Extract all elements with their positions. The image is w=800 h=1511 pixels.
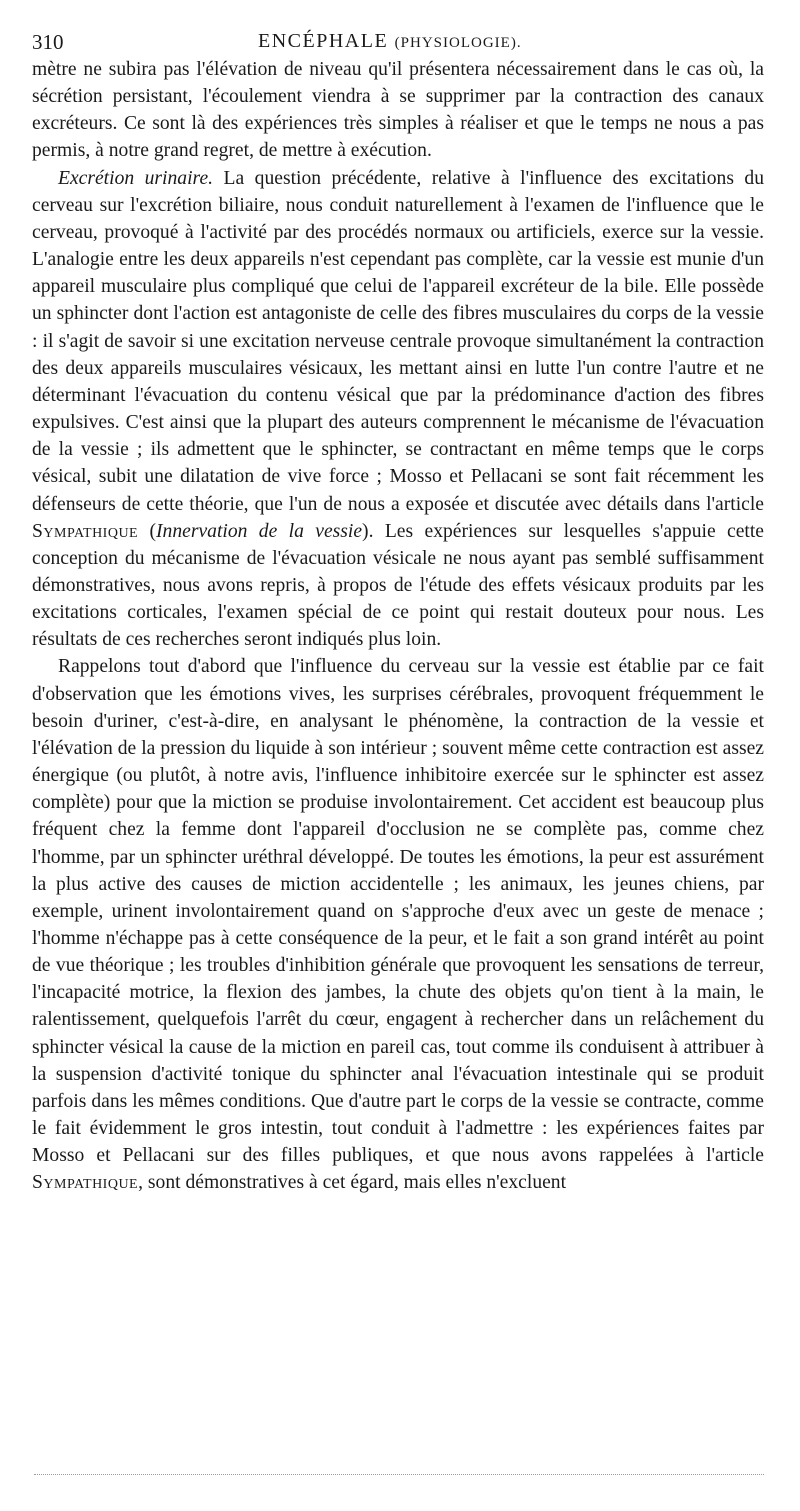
running-head [32, 26, 764, 56]
running-title-main: ENCÉPHALE [258, 30, 389, 52]
paragraph-text: . Les expériences sur lesquelles s'appuie cette conception du mécanisme de l'évacuation vésicale ne nous ayant pas semblé suffisamment démonstratives, nous avons repris, à propos de l'étude des effets vésicaux produits par les excitations corticales, l'examen spécial de ce point qui restait douteux pour nous. Les résultats de ces recherches seront indiqués plus loin. [32, 520, 764, 651]
section-heading: Excrétion urinaire. [58, 167, 214, 189]
paragraph-text: La question précédente, relative à l'influence des excitations du cerveau sur l'excrétion biliaire, nous conduit naturellement à l'examen de l'influence que le cerveau, provoqué à l'activité par des procédés normaux ou artificiels, exerce sur la vessie. L'analogie entre les deux appareils n'est cependant pas complète, car la vessie est munie d'un appareil musculaire plus compliqué que celui de l'appareil excréteur de la bile. Elle possède un sphincter dont l'action est antagoniste de celle des fibres musculaires du corps de la vessie : il s'agit de savoir si une excitation nerveuse centrale provoque simultanément la contraction des deux appareils musculaires vésicaux, les mettant ainsi en lutte l'un contre l'autre et ne déterminant l'évacuation du contenu vésical que par la prédominance d'action des fibres expulsives. C'est ainsi que la plupart des auteurs comprennent le mécanisme de l'évacuation de la vessie ; ils admettent que le sphincter, se contractant en même temps que le corps vésical, subit une dilatation de vive force ; Mosso et Pellacani se sont fait récemment les défenseurs de cette théorie, que l'un de nous a exposée et discutée avec détails dans l'article [32, 167, 765, 515]
paragraph-text: , sont démonstratives à cet égard, mais elles n'excluent [138, 1172, 567, 1194]
page-number: 310 [32, 30, 64, 54]
body-text [32, 56, 764, 1197]
running-title-subtitle: (PHYSIOLOGIE). [394, 35, 522, 51]
bottom-rule [34, 1474, 764, 1475]
page [32, 26, 764, 1197]
paragraph-text: Rappelons tout d'abord que l'influence du cerveau sur la vessie est établie par ce fait d'observation que les émotions vives, les surprises cérébrales, provoquent fréquemment le besoin d'uriner, c'est-à-dire, en analysant le phénomène, la contraction de la vessie et l'élévation de la pression du liquide à son intérieur ; souvent même cette contraction est assez énergique (ou plutôt, à notre avis, l'influence inhibitoire exercée sur le sphincter est assez complète) pour que la miction se produise involontairement. Cet accident est beaucoup plus fréquent chez la femme dont l'appareil d'occlusion ne se complète pas, comme chez l'homme, par un sphincter uréthral développé. De toutes les émotions, la peur est assurément la plus active des causes de miction accidentelle ; les animaux, les jeunes chiens, par exemple, urinent involontairement quand on s'approche d'eux avec un geste de menace ; l'homme n'échappe pas à cette conséquence de la peur, et le fait a son grand intérêt au point de vue théorique ; les troubles d'inhibition générale que provoquent les sensations de terreur, l'incapacité motrice, la flexion des jambes, la chute des objets qu'on tient à la main, le ralentissement, quelquefois l'arrêt du cœur, engagent à rechercher dans un relâchement du sphincter vésical la cause de la miction en pareil cas, tout comme ils conduisent à attribuer à la suspension d'activité tonique du sphincter anal l'évacuation intestinale qui se produit parfois dans les mêmes conditions. Que d'autre part le corps de la vessie se contracte, comme le fait évidemment le gros intestin, tout conduit à l'admettre : les expériences faites par Mosso et Pellacani sur des filles publiques, et que nous avons rappelées à l'article [32, 656, 764, 1167]
paragraph-rappelons [32, 653, 764, 1196]
paragraph-excretion-urinaire: Excrétion urinaire. La question précédente, relative à l'influence des excitations du cerveau sur l'excrétion biliaire, nous conduit naturellement à l'examen de l'influence que le cerveau, provoqué à l'activité par des procédés normaux ou artificiels, exerce sur la vessie. L'analogie entre les deux appareils n'est cependant pas complète, car la vessie est munie d'un appareil musculaire plus compliqué que celui de l'appareil excréteur de la bile. Elle possède un sphincter dont l'action est antagoniste de celle des fibres musculaires du corps de la vessie : il s'agit de savoir si une excitation nerveuse centrale provoque simultanément la contraction des deux appareils musculaires vésicaux, les mettant ainsi en lutte l'un contre l'autre et ne déterminant l'évacuation du contenu vésical que par la prédominance d'action des fibres expulsives. C'est ainsi que la plupart des auteurs comprennent le mécanisme de l'évacuation de la vessie ; ils admettent que le sphincter, se contractant en même temps que le corps vésical, subit une dilatation de vive force ; Mosso et Pellacani se sont fait récemment les défenseurs de cette théorie, que l'un de nous a exposée et discutée avec détails dans l'article Sympathique (Innervation de la vessie). Les expériences sur lesquelles s'appuie cette conception du mécanisme de l'évacuation vésicale ne nous ayant pas semblé suffisamment démonstratives, nous avons repris, à propos de l'étude des effets vésicaux produits par les excitations corticales, l'examen spécial de ce point qui restait douteux pour nous. Les résultats de ces recherches seront indiqués plus loin. [32, 167, 765, 651]
article-reference: Sympathique [32, 520, 139, 542]
running-title [258, 30, 522, 53]
paragraph-continuation: mètre ne subira pas l'élévation de niveau qu'il présentera nécessairement dans le cas où, la sécrétion persistant, l'écoulement viendra à se supprimer par la contraction des canaux excréteurs. Ce sont là des expériences très simples à réaliser et que le temps ne nous a pas permis, à notre grand regret, de mettre à exécution. [32, 59, 764, 162]
article-subtitle: Innervation de la vessie [156, 520, 363, 542]
article-reference: Sympathique [32, 1172, 139, 1194]
